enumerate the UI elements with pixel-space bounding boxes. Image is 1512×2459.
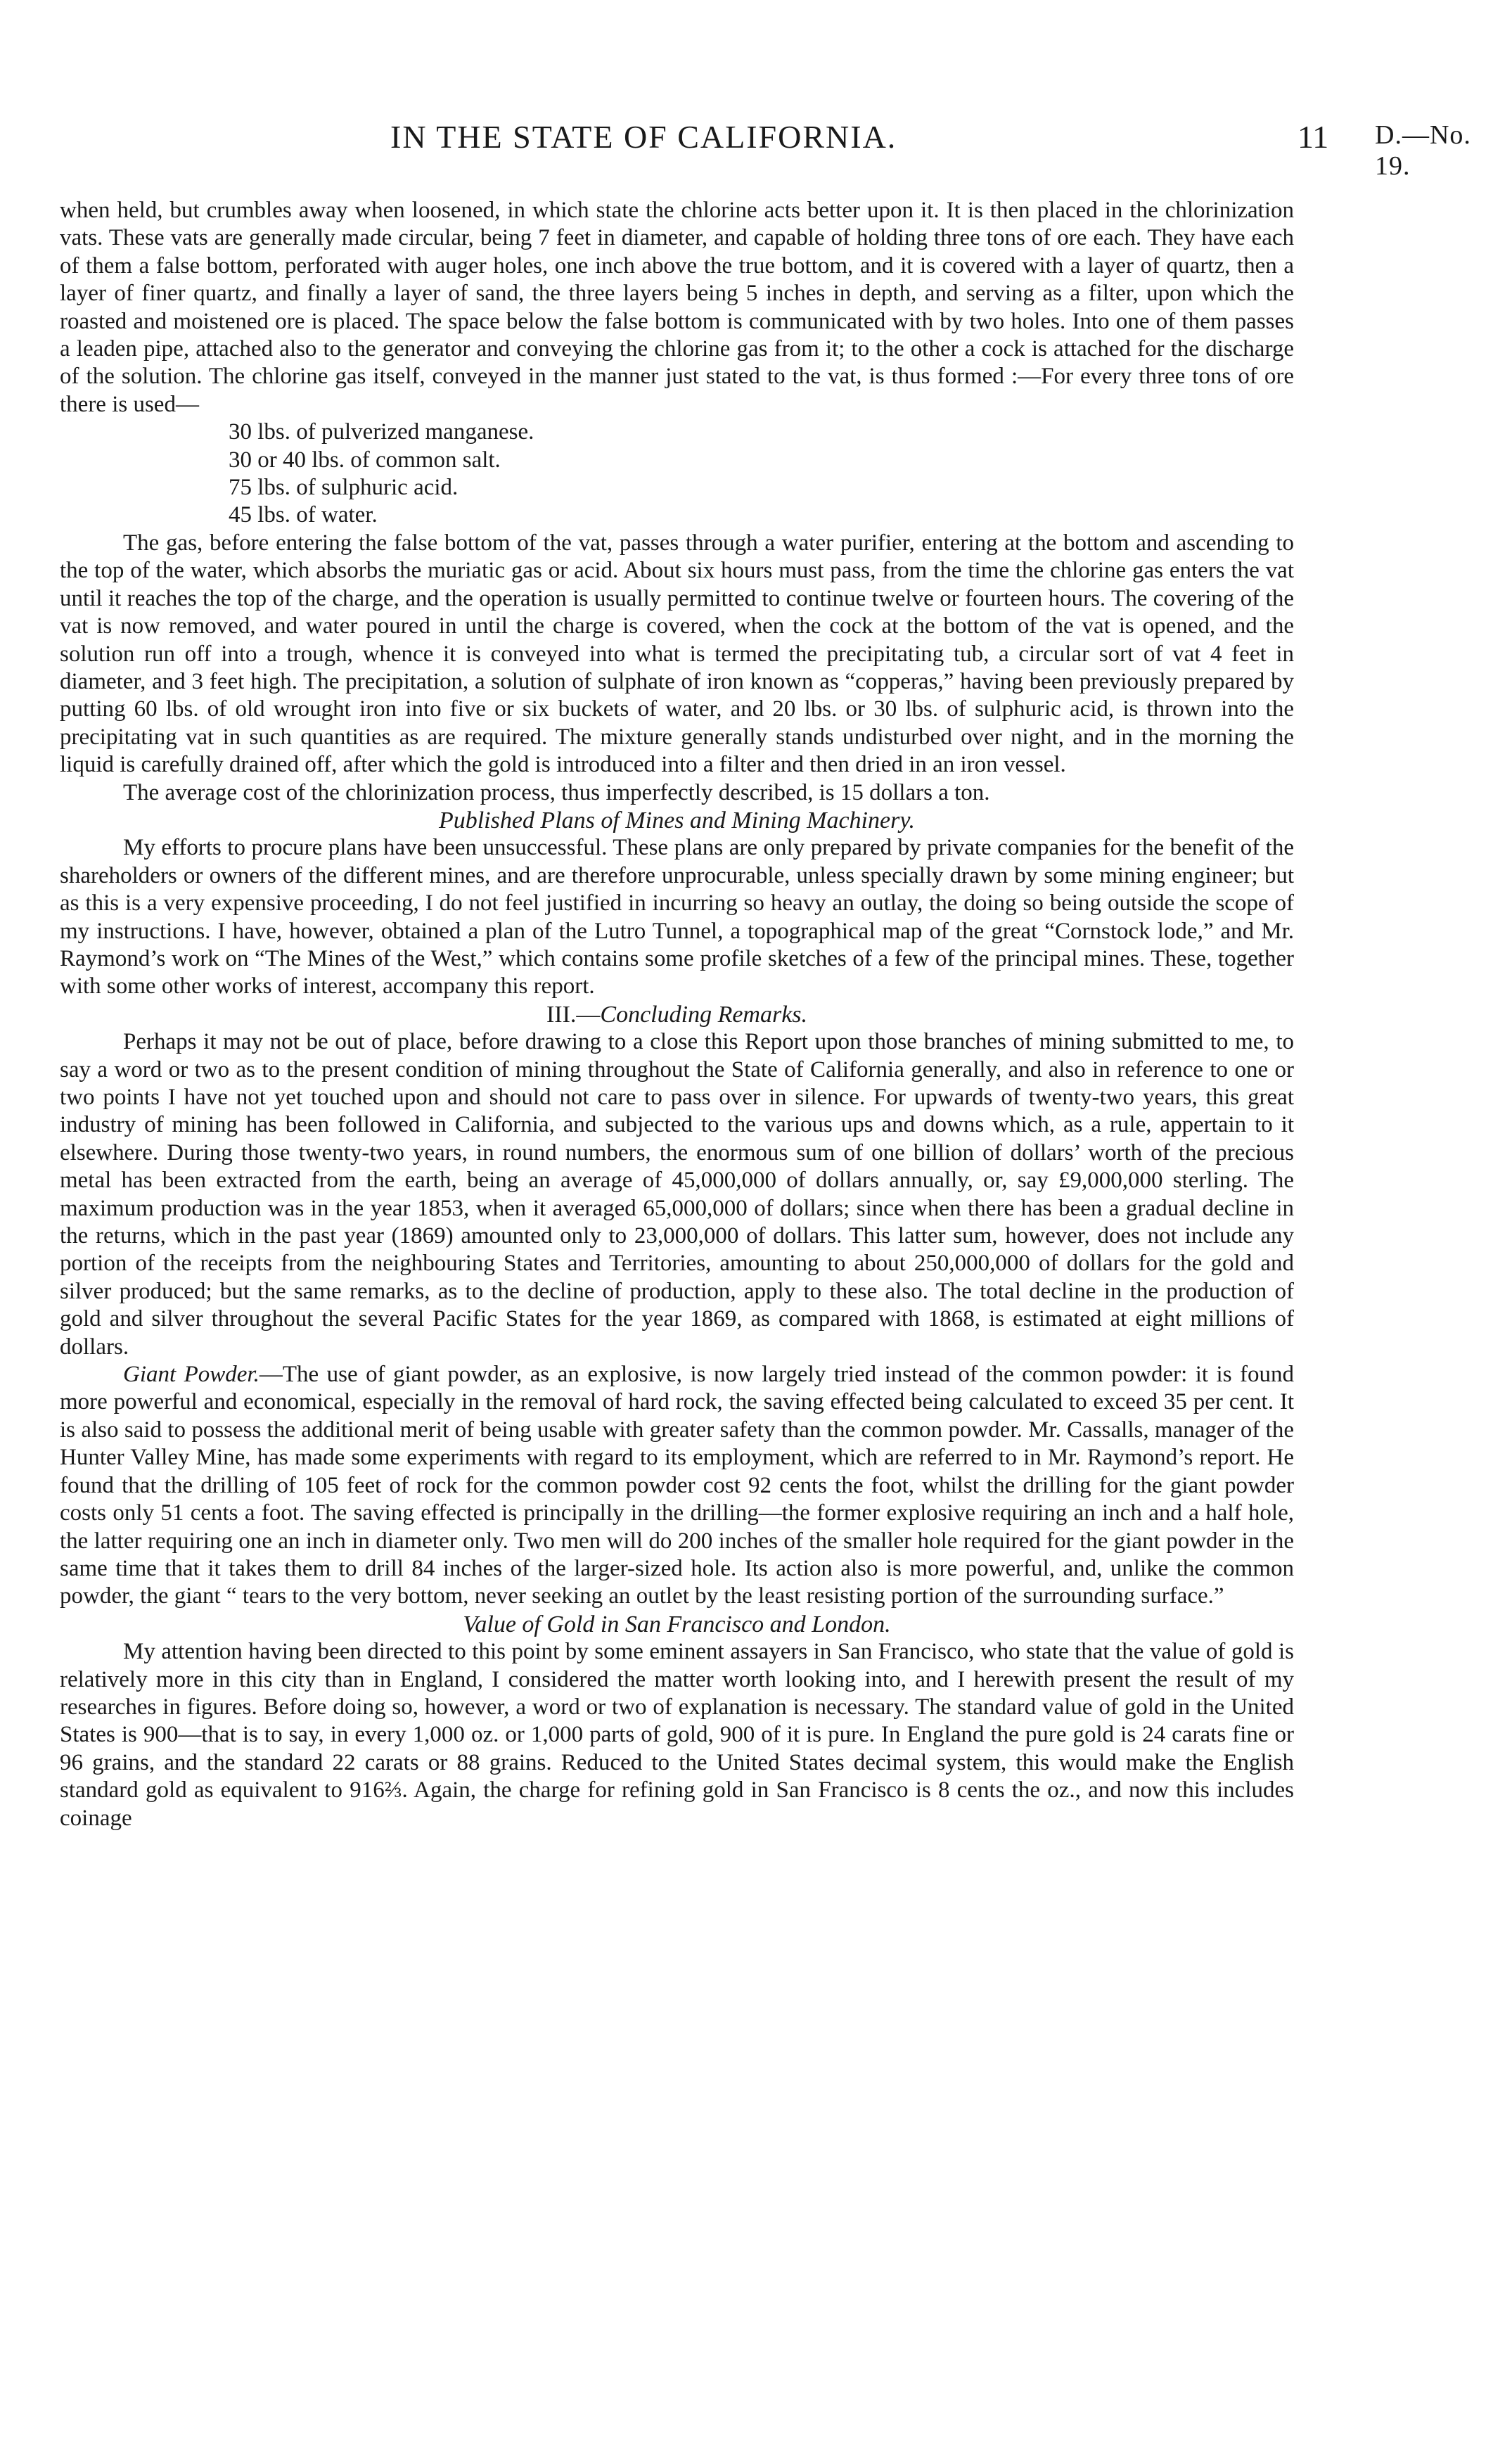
- paragraph-mining-condition: Perhaps it may not be out of place, before drawing to a close this Report upon those branches of mining submitted to me, to say a word or two as to the present condition of mining throughout the State of California generally, and also in reference to one or two points I have not yet touched upon and should not care to pass over in silence. For upwards of twenty-two years, this great industry of mining has been followed in California, and subjected to the various ups and downs which, as a rule, appertain to it elsewhere. During those twenty-two years, in round numbers, the enormous sum of one billion of dollars’ worth of the precious metal has been extracted from the earth, being an average of 45,000,000 of dollars annually, or, say £9,000,000 sterling. The maximum production was in the year 1853, when it averaged 65,000,000 of dollars; since when there has been a gradual decline in the returns, which in the past year (1869) amounted only to 23,000,000 of dollars. This latter sum, however, does not include any portion of the receipts from the neighbouring States and Territories, amounting to about 250,000,000 of dollars for the gold and silver produced; but the same remarks, as to the decline of production, apply to these also. The total decline in the production of gold and silver throughout the several Pacific States for the year 1869, as compared with 1868, is estimated at eight millions of dollars.: [60, 1029, 1294, 1360]
- run-in-heading: Giant Powder.: [123, 1362, 260, 1388]
- section-heading-published-plans: Published Plans of Mines and Mining Machinery.: [438, 807, 916, 833]
- section-heading-gold-value: Value of Gold in San Francisco and London.: [463, 1611, 891, 1637]
- paragraph-gas-process: The gas, before entering the false bottom of the vat, passes through a water purifier, entering at the bottom and ascending to the top of the water, which absorbs the muriatic gas or acid. About six hours must pass, from the time the chlorine gas enters the vat until it reaches the top of the charge, and the operation is usually permitted to continue twelve or fourteen hours. The covering of the vat is now removed, and water poured in until the charge is covered, when the cock at the bottom of the vat is opened, and the solution run off into a trough, whence it is conveyed into what is termed the precipitating tub, a circular sort of vat 4 feet in diameter, and 3 feet high. The precipitation, a solution of sulphate of iron known as “copperas,” having been previously prepared by putting 60 lbs. of old wrought iron into five or six buckets of water, and 20 lbs. or 30 lbs. of sulphuric acid, is thrown into the precipitating vat in such quantities as are required. The mixture generally stands undisturbed over night, and in the morning the liquid is carefully drained off, after which the gold is introduced into a filter and then dried in an iron vessel.: [60, 530, 1294, 778]
- page-number: 11: [1298, 119, 1329, 155]
- section-heading-concluding-remarks: [60, 1001, 1294, 1028]
- document-reference: D.—No. 19.: [1375, 120, 1471, 181]
- section-numeral: III.—: [546, 1001, 601, 1028]
- paragraph-text: —The use of giant powder, as an explosive, is now largely tried instead of the common powder: it is found more powerful and economical, especially in the removal of hard rock, the saving effected being calculated to exceed 35 per cent. It is also said to possess the additional merit of being usable with greater safety than the common powder. Mr. Cassalls, manager of the Hunter Valley Mine, has made some experiments with regard to its employment, which are referred to in Mr. Raymond’s report. He found that the drilling of 105 feet of rock for the common powder cost 92 cents the foot, whilst the drilling for the giant powder costs only 51 cents a foot. The saving effected is principally in the drilling—the former explosive requiring an inch and a half hole, the latter requiring one an inch in diameter only. Two men will do 200 inches of the smaller hole required for the giant powder in the same time that it takes them to drill 84 inches of the larger-sized hole. Its action also is more powerful, and, unlike the common powder, the giant “ tears to the very bottom, never seeking an outlet by the least resisting portion of the surrounding surface.”: [60, 1362, 1294, 1609]
- ingredient-list: [229, 419, 1294, 530]
- paragraph-chlorinization-vats: when held, but crumbles away when loosened, in which state the chlorine acts better upon it. It is then placed in the chlorinization vats. These vats are generally made circular, being 7 feet in diameter, and capable of holding three tons of ore each. They have each of them a false bottom, perforated with auger holes, one inch above the true bottom, and it is covered with a layer of quartz, then a layer of finer quartz, and finally a layer of sand, the three layers being 5 inches in depth, and serving as a filter, upon which the roasted and moistened ore is placed. The space below the false bottom is communicated with by two holes. Into one of them passes a leaden pipe, attached also to the generator and conveying the chlorine gas from it; to the other a cock is attached for the discharge of the solution. The chlorine gas itself, conveyed in the manner just stated to the vat, is thus formed :—For every three tons of ore there is used—: [60, 198, 1294, 417]
- list-item: 30 or 40 lbs. of common salt.: [229, 447, 501, 473]
- list-item: 30 lbs. of pulverized manganese.: [229, 419, 534, 445]
- list-item: 45 lbs. of water.: [229, 502, 378, 528]
- section-title: Concluding Remarks.: [600, 1001, 808, 1028]
- paragraph-gold-value: My attention having been directed to this point by some eminent assayers in San Francisco, who state that the value of gold is relatively more in this city than in England, I considered the matter worth looking into, and I herewith present the result of my researches in figures. Before doing so, however, a word or two of explanation is necessary. The standard value of gold in the United States is 900—that is to say, in every 1,000 oz. or 1,000 parts of gold, 900 of it is pure. In England the pure gold is 24 carats fine or 96 grains, and the standard 22 carats or 88 grains. Reduced to the United States decimal system, this would make the English standard gold as equivalent to 916⅔. Again, the charge for refining gold in San Francisco is 8 cents the oz., and now this includes coinage: [60, 1639, 1294, 1831]
- page-body: [60, 197, 1294, 1832]
- paragraph-plans: My efforts to procure plans have been unsuccessful. These plans are only prepared by private companies for the benefit of the shareholders or owners of the different mines, and are therefore unprocurable, unless specially drawn by some mining engineer; but as this is a very expensive proceeding, I do not feel justified in incurring so heavy an outlay, the doing so being outside the scope of my instructions. I have, however, obtained a plan of the Lutro Tunnel, a topographical map of the great “Cornstock lode,” and Mr. Raymond’s work on “The Mines of the West,” which contains some profile sketches of a few of the principal mines. These, together with some other works of interest, accompany this report.: [60, 835, 1294, 999]
- list-item: 75 lbs. of sulphuric acid.: [229, 475, 459, 501]
- paragraph-average-cost: The average cost of the chlorinization process, thus imperfectly described, is 15 dollars a ton.: [123, 779, 990, 805]
- paragraph-giant-powder: [60, 1361, 1294, 1611]
- page-header: [60, 118, 1494, 181]
- running-title: IN THE STATE OF CALIFORNIA.: [390, 119, 897, 155]
